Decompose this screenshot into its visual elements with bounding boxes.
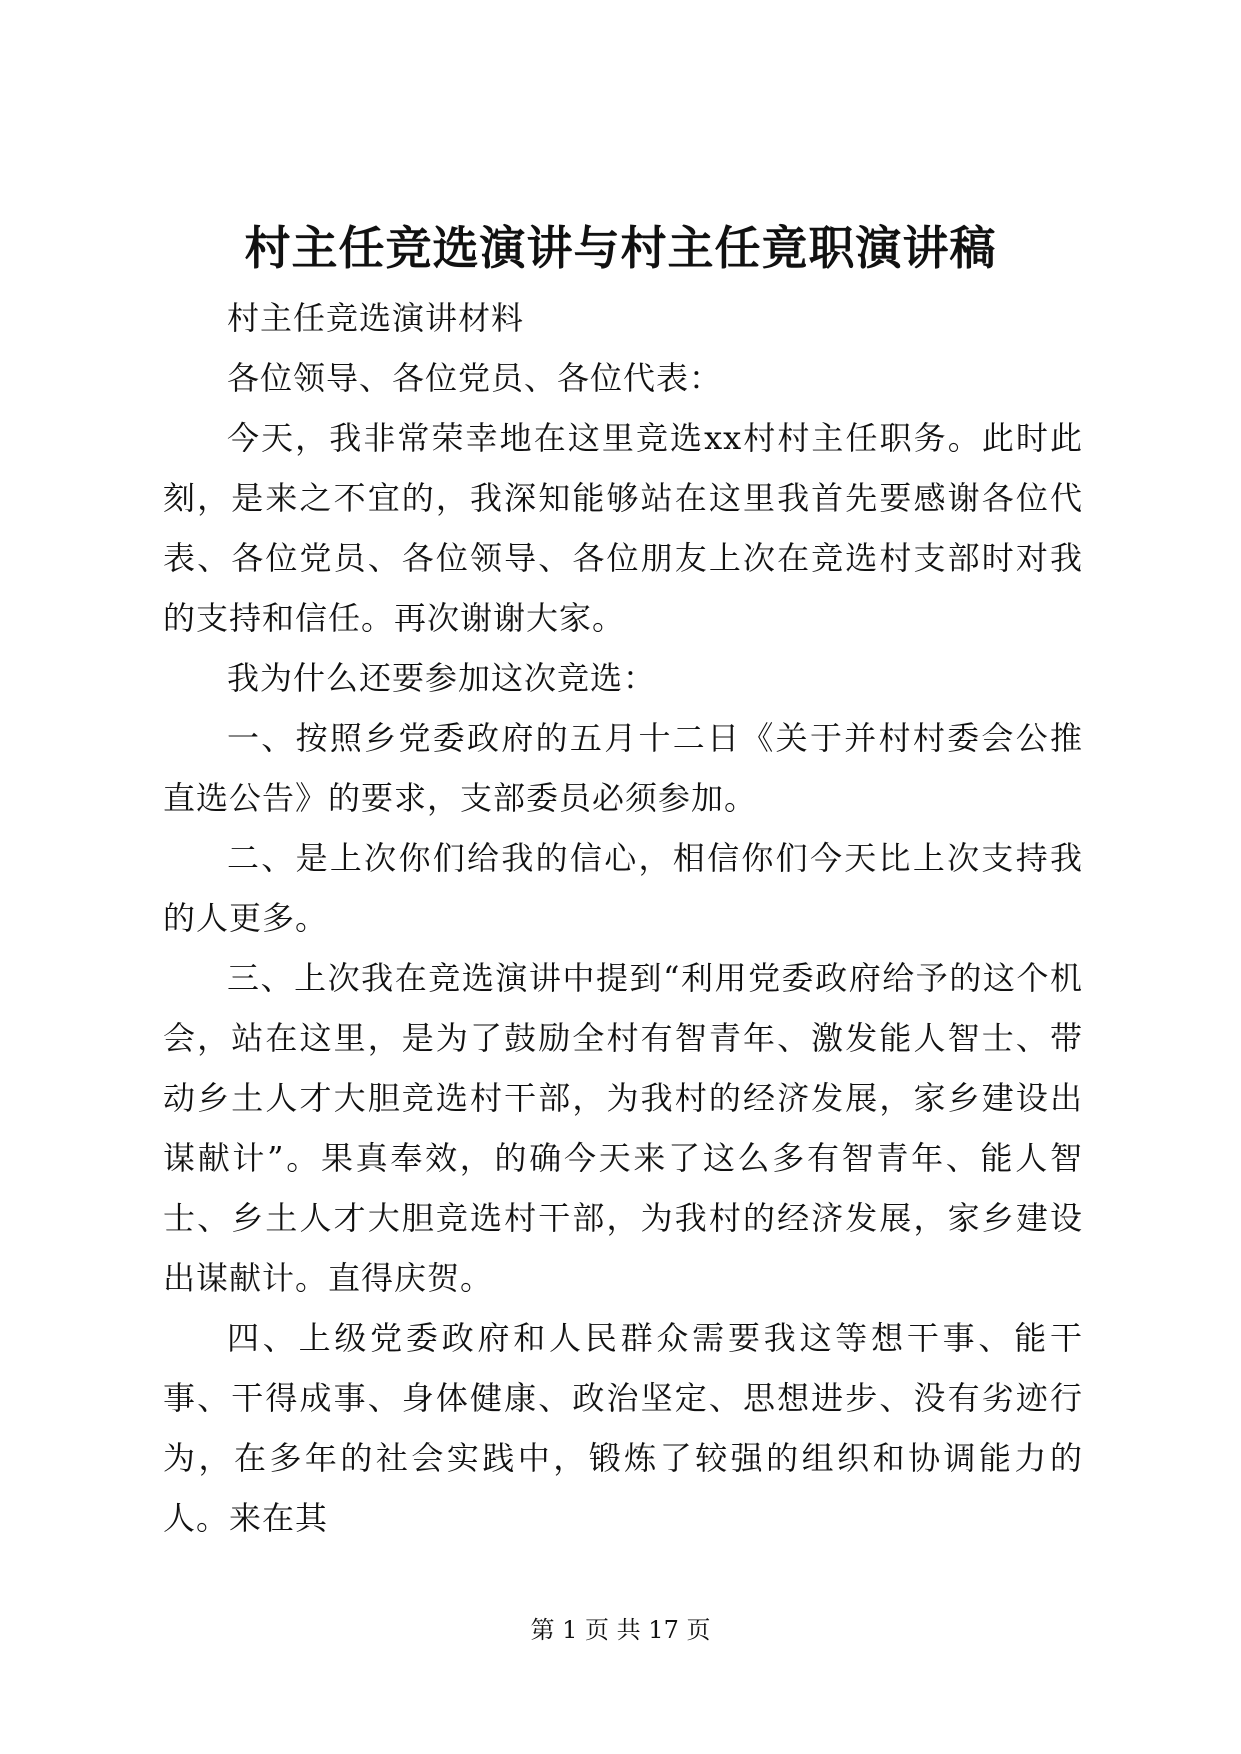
paragraph: 今天，我非常荣幸地在这里竞选xx村村主任职务。此时此刻，是来之不宜的，我深知能够站在这里我首先要感谢各位代表、各位党员、各位领导、各位朋友上次在竞选村支部时对我的支持和信任。再次谢谢大家。 bbox=[163, 419, 1083, 637]
paragraph: 四、上级党委政府和人民群众需要我这等想干事、能干事、干得成事、身体健康、政治坚定、思想进步、没有劣迹行为，在多年的社会实践中，锻炼了较强的组织和协调能力的人。来在其 bbox=[163, 1319, 1083, 1537]
paragraph: 各位领导、各位党员、各位代表： bbox=[227, 359, 723, 397]
paragraph: 我为什么还要参加这次竞选： bbox=[227, 659, 657, 697]
document-title: 村主任竞选演讲与村主任竟职演讲稿 bbox=[244, 221, 997, 275]
paragraph: 村主任竞选演讲材料 bbox=[227, 299, 525, 337]
page-number-footer: 第 1 页 共 17 页 bbox=[530, 1616, 711, 1644]
paragraph: 一、按照乡党委政府的五月十二日《关于并村村委会公推直选公告》的要求，支部委员必须参加。 bbox=[163, 719, 1083, 817]
paragraph: 三、上次我在竞选演讲中提到“利用党委政府给予的这个机会，站在这里，是为了鼓励全村有智青年、激发能人智士、带动乡土人才大胆竞选村干部，为我村的经济发展，家乡建设出谋献计”。果真奉效，的确今天来了这么多有智青年、能人智士、乡土人才大胆竞选村干部，为我村的经济发展，家乡建设出谋献计。直得庆贺。 bbox=[163, 959, 1083, 1297]
document-body bbox=[163, 288, 1083, 1548]
paragraph: 二、是上次你们给我的信心，相信你们今天比上次支持我的人更多。 bbox=[163, 839, 1083, 937]
